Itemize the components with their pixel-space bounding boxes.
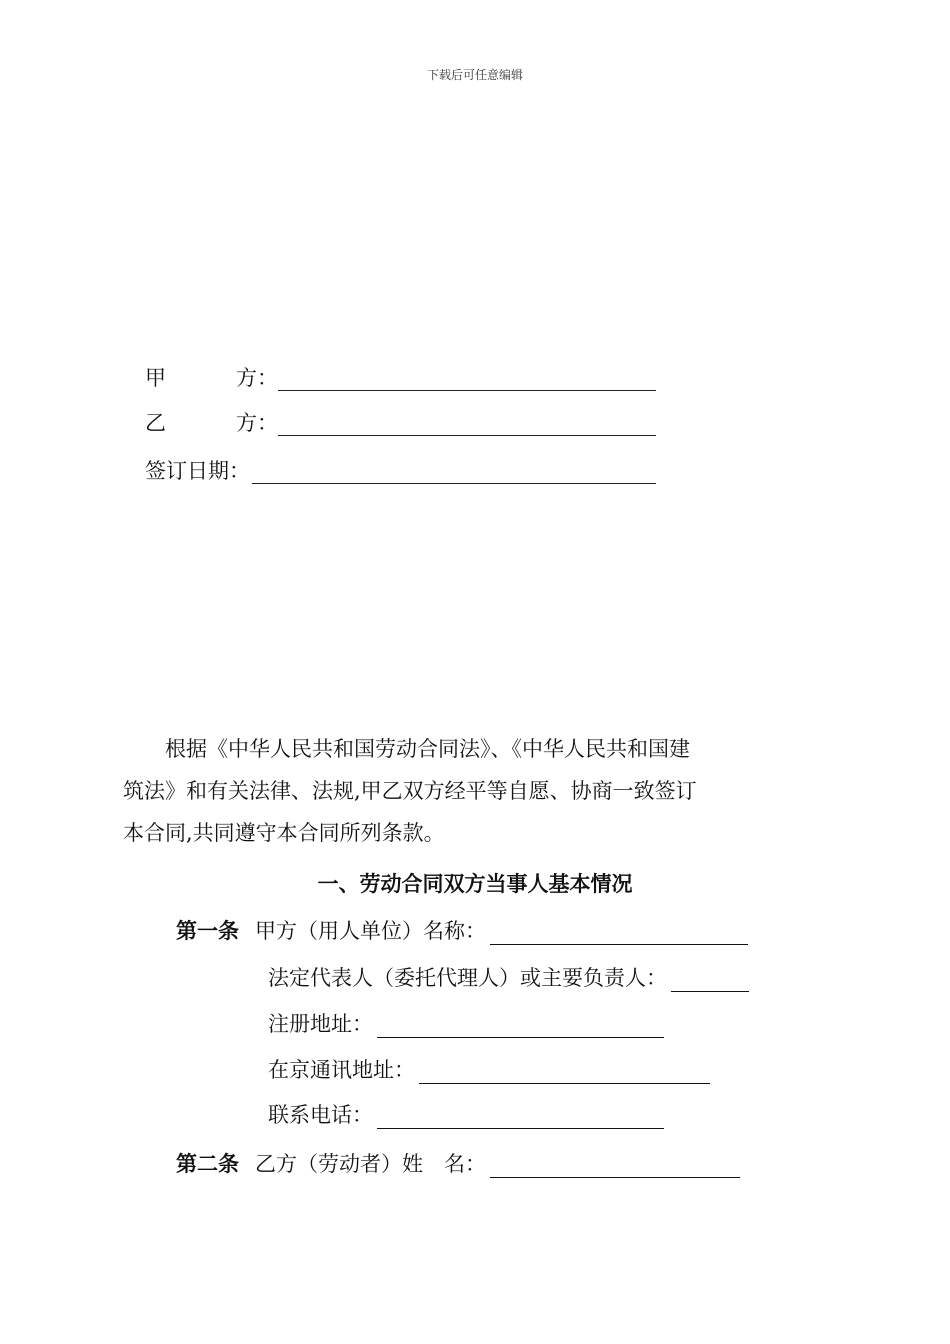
party-a-label-1: 甲 <box>145 366 166 390</box>
section-title: 一、劳动合同双方当事人基本情况 <box>317 872 633 896</box>
beijing-address-blank[interactable] <box>419 1061 710 1084</box>
registered-address-blank[interactable] <box>377 1015 664 1038</box>
party-a-label-2: 方 <box>236 366 257 390</box>
party-a-field <box>145 365 656 391</box>
party-b-colon: ： <box>257 411 278 435</box>
legal-rep-blank[interactable] <box>671 969 749 992</box>
beijing-address-label: 在京通讯地址： <box>268 1058 415 1082</box>
party-b-label-1: 乙 <box>145 411 166 435</box>
intro-line-1: 根据《中华人民共和国劳动合同法》、《中华人民共和国建 <box>165 737 690 761</box>
worker-name-blank[interactable] <box>490 1155 740 1178</box>
intro-line-2: 筑法》和有关法律、法规,甲乙双方经平等自愿、协商一致签订 <box>123 779 697 803</box>
legal-rep-label: 法定代表人（委托代理人）或主要负责人： <box>268 966 667 990</box>
article-2-name-row <box>176 1150 740 1178</box>
legal-rep-row <box>268 964 749 992</box>
article-2-label: 第二条 <box>176 1152 239 1176</box>
phone-blank[interactable] <box>377 1106 664 1129</box>
article-1-label: 第一条 <box>176 919 239 943</box>
worker-name-label: 乙方（劳动者）姓 名： <box>255 1152 486 1176</box>
phone-label: 联系电话： <box>268 1103 373 1127</box>
intro-paragraph <box>123 728 823 854</box>
article-1-name-row <box>176 917 748 945</box>
registered-address-row <box>268 1010 664 1038</box>
party-b-field <box>145 410 656 436</box>
intro-line-3: 本合同,共同遵守本合同所列条款。 <box>123 821 445 845</box>
sign-date-label: 签订日期： <box>145 459 250 483</box>
party-a-blank[interactable] <box>278 372 656 391</box>
party-a-colon: ： <box>257 366 278 390</box>
page-header-note: 下载后可任意编辑 <box>426 68 523 82</box>
party-b-label-2: 方 <box>236 411 257 435</box>
party-b-blank[interactable] <box>278 417 656 436</box>
employer-name-blank[interactable] <box>490 922 748 945</box>
beijing-address-row <box>268 1056 710 1084</box>
registered-address-label: 注册地址： <box>268 1012 373 1036</box>
phone-row <box>268 1101 664 1129</box>
sign-date-field <box>145 458 656 484</box>
employer-name-label: 甲方（用人单位）名称： <box>255 919 486 943</box>
sign-date-blank[interactable] <box>252 465 656 484</box>
